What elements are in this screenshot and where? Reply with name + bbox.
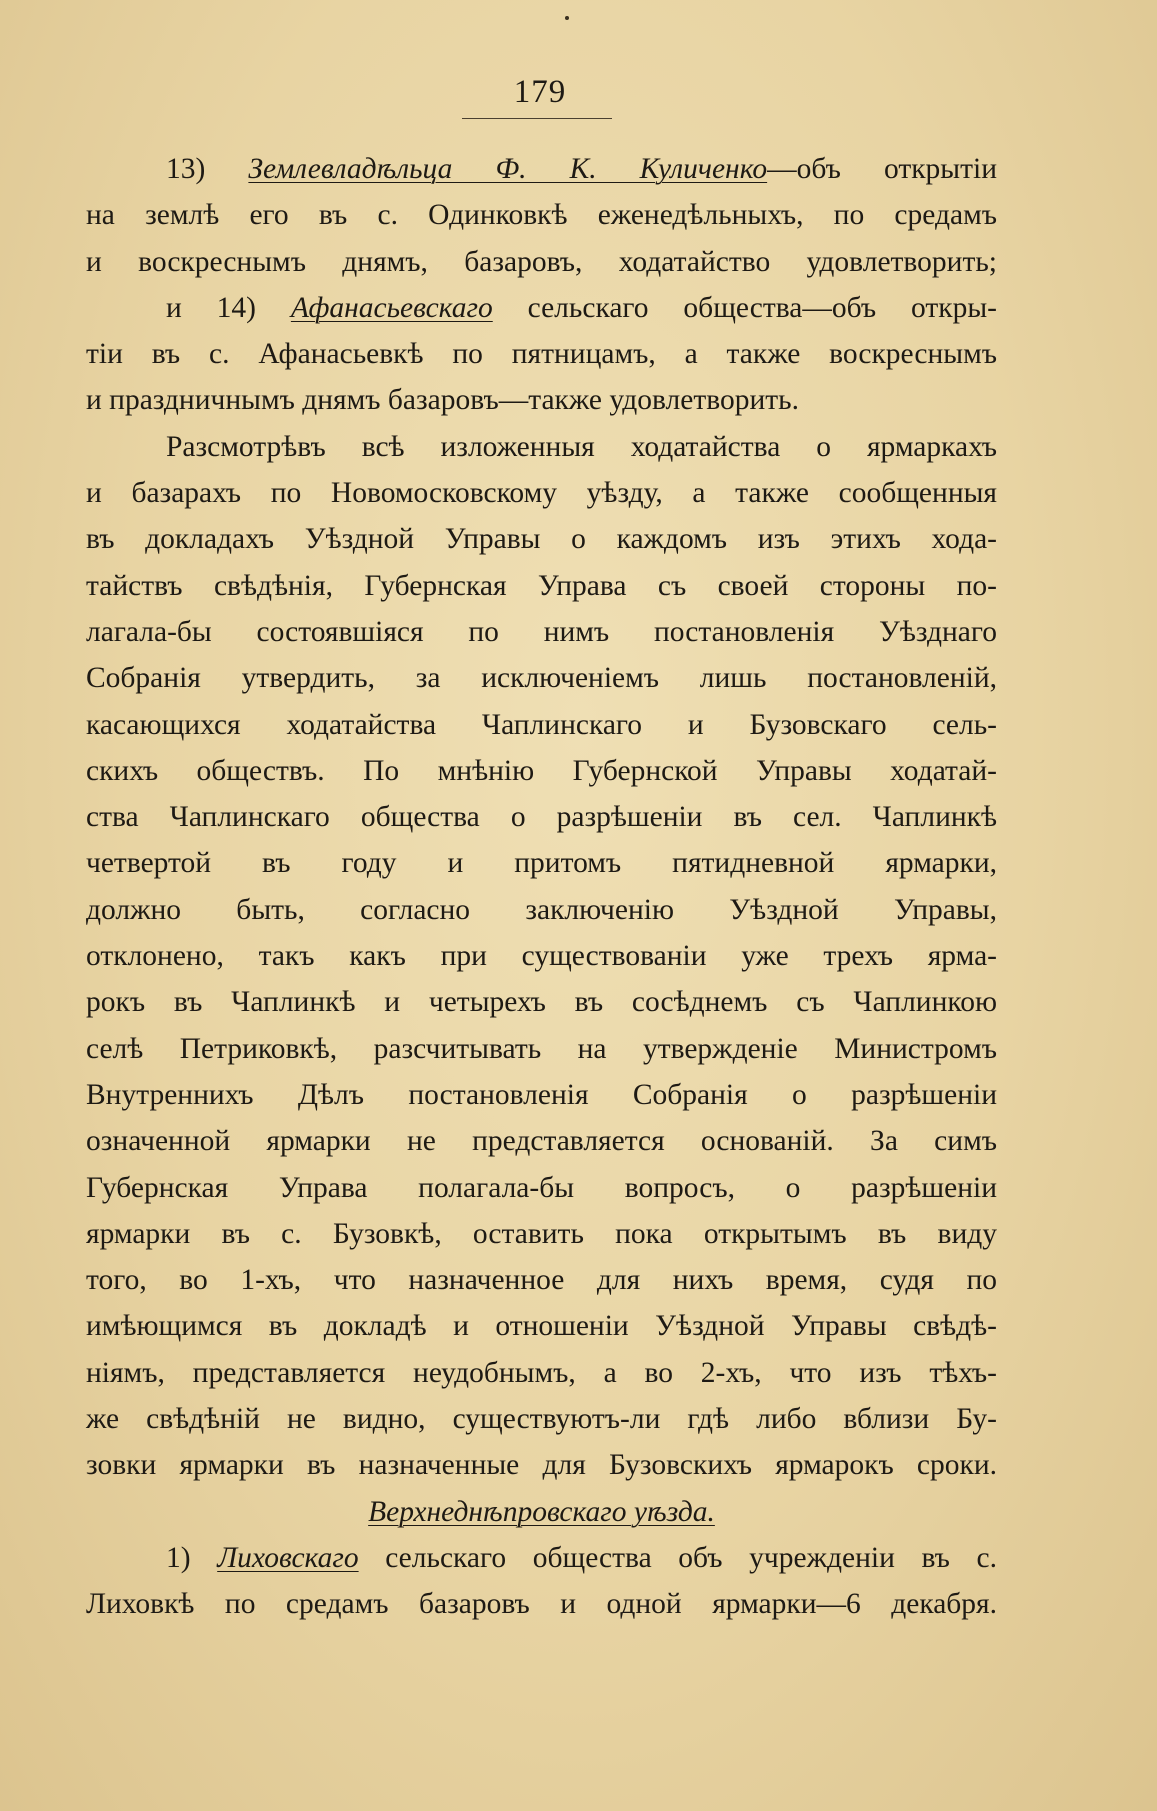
text-line: тіи въ с. Афанасьевкѣ по пятницамъ, а также воскреснымъ <box>86 338 997 371</box>
text-line: Внутреннихъ Дѣлъ постановленія Собранія о разрѣшеніи <box>86 1078 997 1111</box>
text-line: Разсмотрѣвъ всѣ изложенныя ходатайства о ярмаркахъ <box>166 430 997 463</box>
page-number-rule <box>462 118 612 119</box>
text-line: отклонено, такъ какъ при существованіи уже трехъ ярма- <box>86 940 997 973</box>
text-line: и праздничнымъ днямъ базаровъ—также удовлетворить. <box>86 384 799 417</box>
text-line: четвертой въ году и притомъ пятидневной ярмарки, <box>86 847 997 880</box>
text-line: ніямъ, представляется неудобнымъ, а во 2-хъ, что изъ тѣхъ- <box>86 1356 997 1389</box>
text-line: въ докладахъ Уѣздной Управы о каждомъ изъ этихъ хода- <box>86 523 997 556</box>
text-line: же свѣдѣній не видно, существуютъ-ли гдѣ либо вблизи Бу- <box>86 1403 997 1436</box>
text-line: должно быть, согласно заключенію Уѣздной Управы, <box>86 893 997 926</box>
text-line: и воскреснымъ днямъ, базаровъ, ходатайство удовлетворить; <box>86 245 997 278</box>
text-line: лагала-бы состоявшіяся по нимъ постановленія Уѣзднаго <box>86 615 997 648</box>
text-line: зовки ярмарки въ назначенные для Бузовскихъ ярмарокъ сроки. <box>86 1449 997 1482</box>
text-line: ства Чаплинскаго общества о разрѣшеніи въ сел. Чаплинкѣ <box>86 801 997 834</box>
body-text <box>86 146 997 1628</box>
ink-speck <box>565 16 569 20</box>
text-line: на землѣ его въ с. Одинковкѣ еженедѣльныхъ, по средамъ <box>86 199 997 232</box>
text-line: тайствъ свѣдѣнія, Губернская Управа съ своей стороны по- <box>86 569 997 602</box>
text-line: имѣющимся въ докладѣ и отношеніи Уѣздной Управы свѣдѣ- <box>86 1310 997 1343</box>
page-number: 179 <box>513 74 567 110</box>
text-line: Лиховкѣ по средамъ базаровъ и одной ярмарки—6 декабря. <box>86 1588 997 1621</box>
text-line: и базарахъ по Новомосковскому уѣзду, а также сообщенныя <box>86 477 997 510</box>
text-line: Губернская Управа полагала-бы вопросъ, о разрѣшеніи <box>86 1171 997 1204</box>
text-line: того, во 1-хъ, что назначенное для нихъ время, судя по <box>86 1264 997 1297</box>
text-line: и 14) Афанасьевскаго сельскаго общества—объ откры- <box>166 291 997 324</box>
text-line: ярмарки въ с. Бузовкѣ, оставить пока открытымъ въ виду <box>86 1217 997 1250</box>
text-line: означенной ярмарки не представляется основаній. За симъ <box>86 1125 997 1158</box>
text-line: скихъ обществъ. По мнѣнію Губернской Управы ходатай- <box>86 754 997 787</box>
text-line: 13) Землевладѣльца Ф. К. Куличенко—объ открытіи <box>166 153 997 185</box>
text-line: селѣ Петриковкѣ, разсчитывать на утвержденіе Министромъ <box>86 1032 997 1065</box>
text-line: касающихся ходатайства Чаплинскаго и Бузовскаго сель- <box>86 708 997 741</box>
section-heading: Верхнеднѣпровскаго уѣзда. <box>368 1495 715 1528</box>
text-line: Собранія утвердить, за исключеніемъ лишь постановленій, <box>86 662 997 695</box>
text-line: 1) Лиховскаго сельскаго общества объ учрежденіи въ с. <box>166 1541 997 1574</box>
text-line: рокъ въ Чаплинкѣ и четырехъ въ сосѣднемъ съ Чаплинкою <box>86 986 997 1019</box>
